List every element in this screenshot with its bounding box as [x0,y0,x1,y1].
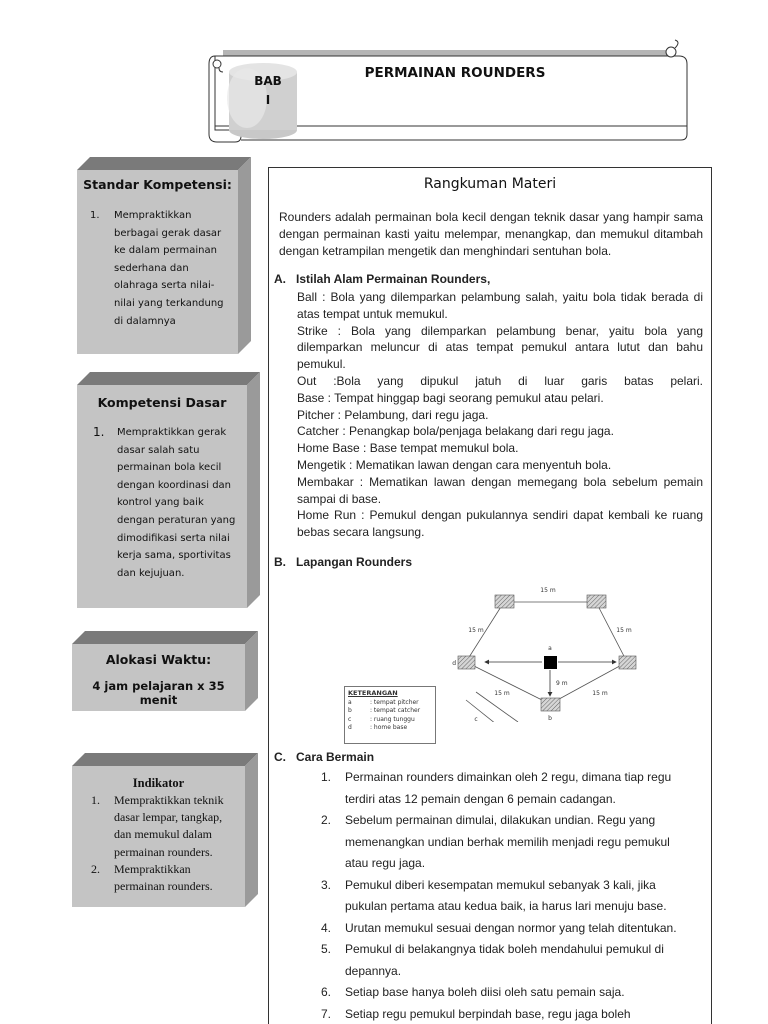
alokasi-waktu-box [72,631,258,711]
legend-text: : tempat pitcher [370,699,419,706]
legend-title: KETERANGAN [348,689,398,697]
rule-number: 2. [321,813,332,827]
alokasi-waktu-value: 4 jam pelajaran x 35 menit [92,679,225,707]
point-label-a: a [548,645,552,652]
list-line: dasar salah satu [117,444,200,456]
diagram-legend [344,686,436,744]
list-item [90,207,238,330]
indikator-heading: Indikator [132,776,185,790]
legend-row [348,724,432,732]
section-a-heading [274,272,490,286]
section-title: Cara Bermain [296,750,375,764]
legend-row [348,716,432,724]
rule-number: 7. [321,1006,332,1021]
field-line [466,662,550,704]
list-line: Mempraktikkan [114,210,192,221]
section-title: Lapangan Rounders [296,555,413,569]
rule-item [297,875,697,918]
catcher-base-marker [541,698,560,711]
rule-number: 3. [321,877,332,892]
indikator-box [72,753,258,907]
term-item: Strike : Bola yang dilemparkan pelambung benar, yaitu bola yang dilemparkan meluncur di atas tempat pemukul antara lutut dan bahu pemukul. [297,323,703,372]
term-item: Home Run : Pemukul dengan pukulannya sendiri dapat kembali ke ruang bebas secara langsung. [297,508,703,540]
rule-number: 4. [321,920,332,935]
legend-key: d [348,724,352,732]
term-item: Catcher : Penangkap bola/penjaga belakang dari regu jaga. [297,424,614,439]
term-item: Ball : Bola yang dilemparkan pelambung salah, yaitu bola tidak berada di atas tempat untuk memukul. [297,290,703,321]
term-item: Membakar : Mematikan lawan dengan memegang bola sebelum pemain sampai di base. [297,474,703,506]
rule-line: Setiap regu pemukul berpindah base, regu jaga boleh [345,1006,631,1021]
list-line: Mempraktikkan teknik [114,793,224,807]
list-line: permainan rounders. [114,879,213,894]
standar-kompetensi-box [77,157,251,354]
base-marker [495,595,514,608]
list-line: dasar lempar, tangkap, [114,810,223,825]
rule-line: Urutan memukul sesuai dengan normor yang telah ditentukan. [345,920,677,935]
rule-line: Pemukul di belakangnya tidak boleh mendahului pemukul di [345,942,664,956]
rule-item [297,982,697,1004]
list-line: dan kejujuan. [117,567,185,579]
rule-line: atau regu jaga. [345,856,426,870]
pitcher-marker [544,656,557,669]
list-line: nilai yang terkandung [114,297,224,309]
distance-label-right: 15 m [616,627,632,634]
waiting-area-line [466,700,506,722]
chapter-title: PERMAINAN ROUNDERS [364,65,546,81]
distance-label-center: 9 m [556,680,568,687]
legend-key: a [348,699,352,706]
distance-label-top: 15 m [540,587,556,594]
list-line: ke dalam permainan [114,245,217,257]
intro-paragraph: Rounders adalah permainan bola kecil dengan teknik dasar yang hampir sama dengan permainan kasti yaitu melempar, menangkap, dan memukul ditambah dengan ketrampilan mengetik dan menghindari sentuhan bola. [279,210,703,258]
chapter-number-value: I [265,93,271,107]
legend-text: : home base [370,724,408,732]
list-number: 1. [90,210,100,221]
list-line: permainan rounders. [114,844,213,859]
distance-label-bottom-left: 15 m [494,690,510,697]
list-line: Mempraktikkan [114,861,191,876]
point-label-d: d [452,660,456,667]
kompetensi-dasar-heading: Kompetensi Dasar [97,395,227,410]
rangkuman-title: Rangkuman Materi [423,176,557,192]
list-line: dan memukul dalam [114,827,212,842]
point-label-c: c [474,716,478,722]
section-c-heading [274,750,374,764]
chapter-number [240,72,296,110]
list-item [91,861,245,895]
section-title: Istilah Alam Permainan Rounders, [296,272,491,286]
list-line: dengan koordinasi dan [117,479,232,491]
list-line: dengan peraturan yang [117,514,236,526]
list-line: di dalamnya [114,315,176,327]
rule-number: 6. [321,985,332,999]
rule-item [297,810,697,875]
distance-label-bottom-right: 15 m [592,690,608,697]
legend-key: b [348,707,352,715]
list-line: Mempraktikkan gerak [117,427,227,438]
alokasi-waktu-heading: Alokasi Waktu: [105,652,212,667]
distance-label-left: 15 m [468,627,484,634]
rule-item [297,939,697,982]
term-item: Pitcher : Pelambung, dari regu jaga. [297,407,489,422]
rule-line: Setiap base hanya boleh diisi oleh satu pemain saja. [345,985,625,999]
rule-item [297,1004,697,1024]
term-item: Out :Bola yang dipukul jatuh di luar garis batas pelari. [297,373,703,388]
list-line: olahraga serta nilai- [114,280,215,292]
legend-text: : tempat catcher [370,707,421,715]
rule-number: 1. [321,770,332,784]
legend-key: c [348,715,352,723]
list-number: 1. [91,793,100,807]
term-item: Base : Tempat hinggap bagi seorang pemukul atau pelari. [297,390,604,405]
rules-list [297,767,697,1024]
legend-row [348,707,432,715]
list-line: berbagai gerak dasar [114,227,222,239]
list-item [93,424,247,582]
standar-kompetensi-heading: Standar Kompetensi: [83,177,232,192]
rule-line: Sebelum permainan dimulai, dilakukan undian. Regu yang [345,813,656,827]
list-number: 1. [93,425,105,439]
section-letter: C. [274,750,286,764]
rule-line: Permainan rounders dimainkan oleh 2 regu, dimana tiap regu [345,770,672,784]
list-line: kerja sama, sportivitas [117,550,231,562]
point-label-b: b [548,715,552,722]
list-line: kontrol yang baik [117,497,204,509]
legend-row [348,699,432,707]
rule-line: pukulan pertama atau kedua baik, ia harus lari menuju base. [345,899,667,913]
chapter-banner [205,38,693,150]
chapter-number-word: BAB [254,74,282,88]
rule-line: memenangkan undian berhak memilih menjadi regu pemukul [345,834,670,849]
list-line: sederhana dan [114,262,189,274]
list-line: dimodifikasi serta nilai [117,532,230,544]
term-item: Mengetik : Mematikan lawan dengan cara menyentuh bola. [297,457,612,472]
kompetensi-dasar-box [77,372,260,608]
terms-list [297,289,703,541]
kompetensi-dasar-list [93,424,247,582]
section-b-heading [274,555,412,569]
list-number: 2. [91,861,100,876]
rule-line: depannya. [345,963,402,978]
rule-number: 5. [321,942,332,956]
term-item: Home Base : Base tempat memukul bola. [297,441,519,456]
list-item [91,792,245,861]
rule-line: terdiri atas 12 pemain dengan 6 pemain cadangan. [345,791,616,806]
standar-kompetensi-list [90,207,238,330]
legend-text: : ruang tunggu [370,715,415,723]
home-base-marker [458,656,475,669]
indikator-list [91,792,245,895]
rule-line: Pemukul diberi kesempatan memukul sebanyak 3 kali, jika [345,877,656,892]
rule-item [297,918,697,940]
section-letter: A. [274,272,286,286]
base-marker [619,656,636,669]
rule-item [297,767,697,810]
section-letter: B. [274,555,286,569]
base-marker [587,595,606,608]
list-line: permainan bola kecil [117,462,222,474]
